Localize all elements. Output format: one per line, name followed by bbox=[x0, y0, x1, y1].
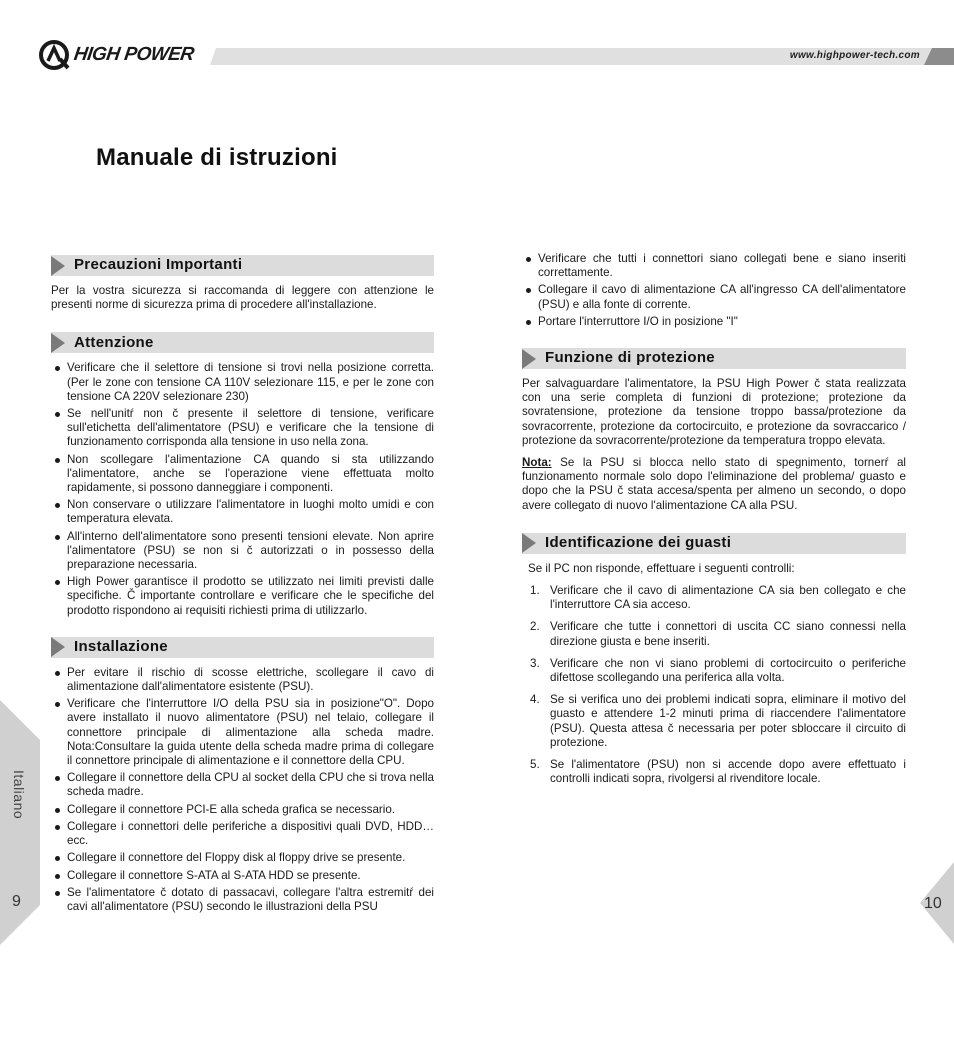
section-heading-protezione bbox=[522, 348, 906, 369]
step-text: Se l'alimentatore (PSU) non si accende dopo avere effettuato i controlli indicati sopra, rivolgersi al rivenditore locale. bbox=[550, 758, 906, 786]
list-item: Collegare il connettore del Floppy disk al floppy drive se presente. bbox=[51, 851, 434, 865]
page-title: Manuale di istruzioni bbox=[96, 144, 338, 171]
step-number: 4. bbox=[530, 693, 540, 707]
step-number: 1. bbox=[530, 584, 540, 598]
step-number: 3. bbox=[530, 656, 540, 670]
list-item: Non scollegare l'alimentazione CA quando si sta utilizzando l'alimentatore, anche se l'operazione viene effettuata molto rapidamente, si possono danneggiare i componenti. bbox=[51, 453, 434, 496]
page-number-right: 10 bbox=[924, 895, 942, 912]
attenzione-list bbox=[51, 361, 434, 617]
section-heading-text: Precauzioni Importanti bbox=[74, 256, 243, 274]
section-arrow-icon bbox=[522, 533, 536, 553]
installazione-continued-list bbox=[522, 252, 906, 329]
list-item: High Power garantisce il prodotto se utilizzato nei limiti previsti dalle specifiche. Č importante controllare e verificare che le specifiche del prodotto rispondono ai requisiti richiesti prima di utilizzarlo. bbox=[51, 575, 434, 618]
high-power-logo-icon bbox=[38, 39, 70, 71]
list-item: Non conservare o utilizzare l'alimentatore in luoghi molto umidi e con temperatura elevata. bbox=[51, 498, 434, 526]
list-item: Verificare che il selettore di tensione si trovi nella posizione corretta. (Per le zone con tensione CA 110V selezionare 115, e per le zone con tensione CA 220V selezionare 230) bbox=[51, 361, 434, 404]
section-arrow-icon bbox=[522, 349, 536, 369]
section-heading-text: Installazione bbox=[74, 638, 168, 656]
website-url[interactable]: www.highpower-tech.com bbox=[789, 50, 920, 61]
right-column bbox=[522, 252, 906, 794]
list-item bbox=[522, 758, 906, 786]
installazione-list bbox=[51, 666, 434, 914]
step-text: Se si verifica uno dei problemi indicati sopra, eliminare il motivo del guasto e attendere 1-2 minuti prima di riaccendere l'alimentatore (PSU). Questa attesa č necessaria per poter sbloccare il circuito di protezione. bbox=[550, 693, 906, 749]
section-heading-precauzioni bbox=[51, 255, 434, 276]
section-heading-text: Funzione di protezione bbox=[545, 349, 715, 367]
section-heading-installazione bbox=[51, 637, 434, 658]
section-arrow-icon bbox=[51, 256, 65, 276]
list-item: Portare l'interruttore I/O in posizione "I" bbox=[522, 315, 906, 329]
list-item: Per evitare il rischio di scosse elettriche, scollegare il cavo di alimentazione dall'alimentatore esistente (PSU). bbox=[51, 666, 434, 694]
protezione-note bbox=[522, 456, 906, 513]
step-number: 5. bbox=[530, 758, 540, 772]
brand-logo bbox=[38, 38, 194, 72]
list-item: Collegare il connettore della CPU al socket della CPU che si trova nella scheda madre. bbox=[51, 771, 434, 799]
list-item: Collegare i connettori delle periferiche a dispositivi quali DVD, HDD…ecc. bbox=[51, 820, 434, 848]
list-item: Collegare il connettore PCI-E alla scheda grafica se necessario. bbox=[51, 803, 434, 817]
list-item: Se l'alimentatore č dotato di passacavi, collegare l'altra estremitŕ dei cavi all'alimentatore (PSU) secondo le illustrazioni della PSU bbox=[51, 886, 434, 914]
list-item bbox=[522, 693, 906, 750]
section-heading-text: Identificazione dei guasti bbox=[545, 534, 732, 552]
language-label: Italiano bbox=[11, 770, 27, 820]
list-item bbox=[522, 620, 906, 648]
list-item bbox=[522, 657, 906, 685]
section-heading-guasti bbox=[522, 533, 906, 554]
section-arrow-icon bbox=[51, 637, 65, 657]
section-heading-attenzione bbox=[51, 332, 434, 353]
section-heading-text: Attenzione bbox=[74, 333, 154, 351]
left-column bbox=[51, 255, 434, 917]
list-item: Verificare che l'interruttore I/O della PSU sia in posizione"O". Dopo avere installato il nuovo alimentatore (PSU) nel telaio, collegare il connettore principale di alimentazione alla scheda madre. Nota:Consultare la guida utente della scheda madre prima di collegare il connettore principale di alimentazione e il connettore della CPU. bbox=[51, 697, 434, 768]
list-item bbox=[522, 584, 906, 612]
guasti-intro: Se il PC non risponde, effettuare i seguenti controlli: bbox=[528, 561, 795, 575]
guasti-steps bbox=[522, 584, 906, 786]
list-item: Verificare che tutti i connettori siano collegati bene e siano inseriti correttamente. bbox=[522, 252, 906, 280]
precauzioni-text: Per la vostra sicurezza si raccomanda di leggere con attenzione le presenti norme di sicurezza prima di procedere all'installazione. bbox=[51, 284, 434, 312]
protezione-text: Per salvaguardare l'alimentatore, la PSU High Power č stata realizzata con una serie completa di funzioni di protezione; protezione da sovratensione, protezione da tensione troppo bassa/protezione da sovracorrente, protezione da cortocircuito, e protezione da sovraccarico / protezione da sovracorrente/protezione da temperatura troppo elevata. bbox=[522, 377, 906, 447]
page-number-left: 9 bbox=[12, 893, 21, 910]
list-item: Se nell'unitŕ non č presente il selettore di tensione, verificare sull'etichetta dell'alimentatore (PSU) e verificare che la tensione di funzionamento corrisponda alla tensione in uso nella zona. bbox=[51, 407, 434, 450]
list-item: All'interno dell'alimentatore sono presenti tensioni elevate. Non aprire l'alimentatore (PSU) se non si č autorizzati o in possesso della preparazione necessaria. bbox=[51, 530, 434, 573]
step-text: Verificare che non vi siano problemi di cortocircuito o periferiche difettose scollegando una periferica alla volta. bbox=[550, 656, 906, 685]
note-label: Nota: bbox=[522, 456, 552, 470]
step-number: 2. bbox=[530, 620, 540, 634]
list-item: Collegare il cavo di alimentazione CA all'ingresso CA dell'alimentatore (PSU) e alla fonte di corrente. bbox=[522, 283, 906, 311]
note-text: Se la PSU si blocca nello stato di spegnimento, tornerŕ al funzionamento normale solo dopo l'eliminazione del problema/ guasto e dopo che la PSU č stata accesa/spenta per almeno un secondo, o dopo avere collegato di nuovo l'alimentazione CA alla PSU. bbox=[522, 456, 906, 512]
step-text: Verificare che il cavo di alimentazione CA sia ben collegato e che l'interruttore CA sia acceso. bbox=[550, 584, 906, 612]
step-text: Verificare che tutte i connettori di uscita CC siano connessi nella direzione giusta e bene inseriti. bbox=[550, 620, 906, 648]
list-item: Collegare il connettore S-ATA al S-ATA HDD se presente. bbox=[51, 869, 434, 883]
brand-name: HIGH POWER bbox=[72, 44, 196, 65]
section-arrow-icon bbox=[51, 333, 65, 353]
